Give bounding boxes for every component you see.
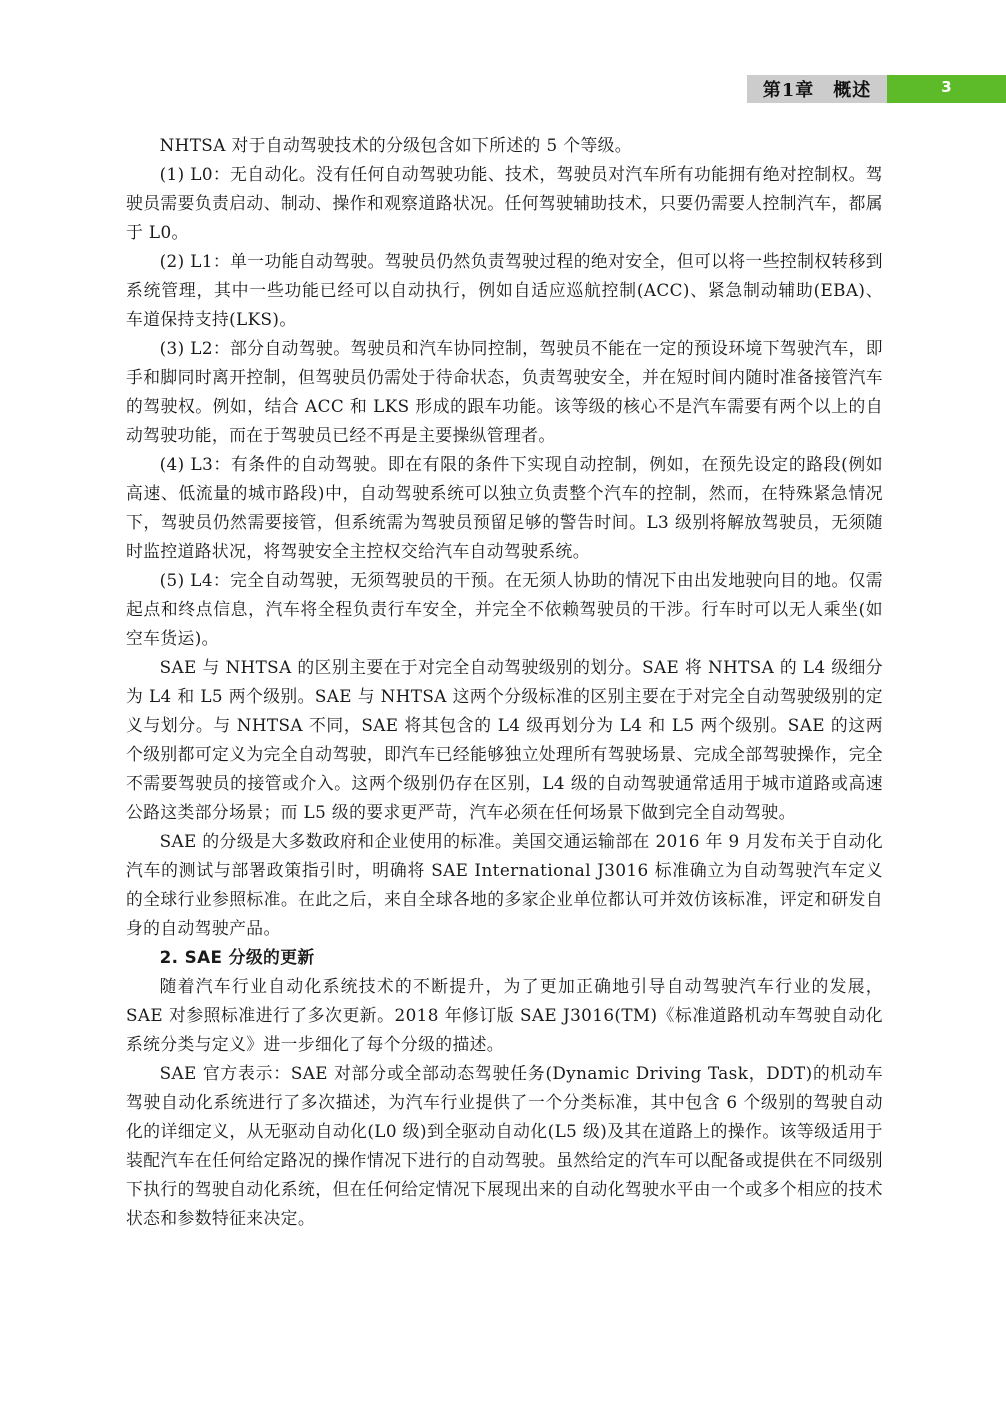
paragraph-l4: (5) L4：完全自动驾驶，无须驾驶员的干预。在无须人协助的情况下由出发地驶向目的地。仅需起点和终点信息，汽车将全程负责行车安全，并完全不依赖驾驶员的干涉。行车时可以无人乘坐(如空车货运)。 <box>126 570 883 648</box>
paragraph-l0: (1) L0：无自动化。没有任何自动驾驶功能、技术，驾驶员对汽车所有功能拥有绝对控制权。驾驶员需要负责启动、制动、操作和观察道路状况。任何驾驶辅助技术，只要仍需要人控制汽车，都属于 L0。 <box>126 164 883 242</box>
page-number: 3 <box>941 78 952 96</box>
paragraph-l1: (2) L1：单一功能自动驾驶。驾驶员仍然负责驾驶过程的绝对安全，但可以将一些控制权转移到系统管理，其中一些功能已经可以自动执行，例如自适应巡航控制(ACC)、紧急制动辅助(EBA)、车道保持支持(LKS)。 <box>126 251 883 329</box>
body-text <box>126 131 883 1233</box>
running-header <box>747 75 1006 103</box>
paragraph-intro: NHTSA 对于自动驾驶技术的分级包含如下所述的 5 个等级。 <box>159 135 632 155</box>
page-number-tab <box>887 75 1006 103</box>
chapter-title <box>747 75 887 103</box>
paragraph-l2: (3) L2：部分自动驾驶。驾驶员和汽车协同控制，驾驶员不能在一定的预设环境下驾驶汽车，即手和脚同时离开控制，但驾驶员仍需处于待命状态，负责驾驶安全，并在短时间内随时准备接管汽车的驾驶权。例如，结合 ACC 和 LKS 形成的跟车功能。该等级的核心不是汽车需要有两个以上的自动驾驶功能，而在于驾驶员已经不再是主要操纵管理者。 <box>126 338 883 445</box>
paragraph-sae-update: 随着汽车行业自动化系统技术的不断提升，为了更加正确地引导自动驾驶汽车行业的发展，SAE 对参照标准进行了多次更新。2018 年修订版 SAE J3016(TM)《标准道路机动车驾驶自动化系统分类与定义》进一步细化了每个分级的描述。 <box>126 976 883 1054</box>
paragraph-sae-vs-nhtsa: SAE 与 NHTSA 的区别主要在于对完全自动驾驶级别的划分。SAE 将 NHTSA 的 L4 级细分为 L4 和 L5 两个级别。SAE 与 NHTSA 这两个分级标准的区别主要在于对完全自动驾驶级别的定义与划分。与 NHTSA 不同，SAE 将其包含的 L4 级再划分为 L4 和 L5 两个级别。SAE 的这两个级别都可定义为完全自动驾驶，即汽车已经能够独立处理所有驾驶场景、完成全部驾驶操作，完全不需要驾驶员的接管或介入。这两个级别仍存在区别，L4 级的自动驾驶通常适用于城市道路或高速公路这类部分场景；而 L5 级的要求更严苛，汽车必须在任何场景下做到完全自动驾驶。 <box>126 657 883 822</box>
paragraph-sae-official: SAE 官方表示：SAE 对部分或全部动态驾驶任务(Dynamic Driving Task，DDT)的机动车驾驶自动化系统进行了多次描述，为汽车行业提供了一个分类标准，其中包含 6 个级别的驾驶自动化的详细定义，从无驱动自动化(L0 级)到全驱动自动化(L5 级)及其在道路上的操作。该等级适用于装配汽车在任何给定路况的操作情况下进行的自动驾驶。虽然给定的汽车可以配备或提供在不同级别下执行的驾驶自动化系统，但在任何给定情况下展现出来的自动化驾驶水平由一个或多个相应的技术状态和参数特征来决定。 <box>126 1063 883 1228</box>
section-heading: 2. SAE 分级的更新 <box>159 947 315 967</box>
paragraph-l3: (4) L3：有条件的自动驾驶。即在有限的条件下实现自动控制，例如，在预先设定的路段(例如高速、低流量的城市路段)中，自动驾驶系统可以独立负责整个汽车的控制，然而，在特殊紧急情况下，驾驶员仍然需要接管，但系统需为驾驶员预留足够的警告时间。L3 级别将解放驾驶员，无须随时监控道路状况，将驾驶安全主控权交给汽车自动驾驶系统。 <box>126 454 883 561</box>
paragraph-sae-standard: SAE 的分级是大多数政府和企业使用的标准。美国交通运输部在 2016 年 9 月发布关于自动化汽车的测试与部署政策指引时，明确将 SAE International J3016 标准确立为自动驾驶汽车定义的全球行业参照标准。在此之后，来自全球各地的多家企业单位都认可并效仿该标准，评定和研发自身的自动驾驶产品。 <box>126 831 883 938</box>
chapter-title-text: 第1章 概述 <box>762 80 872 101</box>
